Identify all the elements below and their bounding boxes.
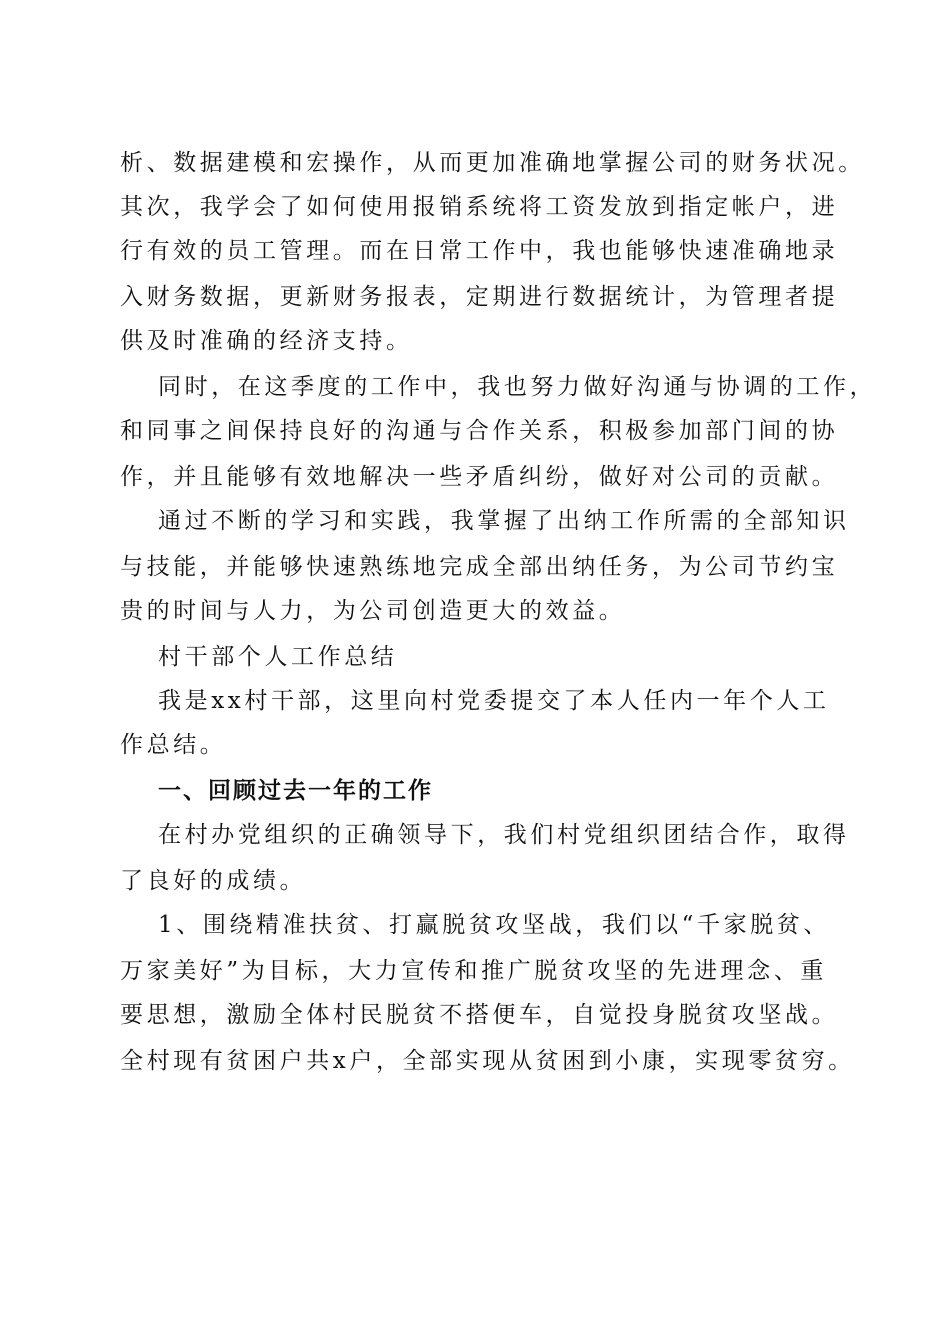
- paragraph-start-line: 在村办党组织的正确领导下，我们村党组织团结合作，取得: [158, 822, 850, 848]
- paragraph-start-line: 通过不断的学习和实践，我掌握了出纳工作所需的全部知识: [158, 508, 850, 534]
- text-line: 作总结。: [120, 732, 227, 758]
- text-line: 和同事之间保持良好的沟通与合作关系，积极参加部门间的协: [120, 418, 839, 444]
- section-title: 村干部个人工作总结: [158, 644, 398, 670]
- text-line: 万家美好”为目标，大力宣传和推广脱贫攻坚的先进理念、重: [120, 958, 827, 984]
- text-line: 全村现有贫困户共x户，全部实现从贫困到小康，实现零贫穷。: [120, 1048, 855, 1074]
- text-line: 作，并且能够有效地解决一些矛盾纠纷，做好对公司的贡献。: [120, 464, 839, 490]
- text-line: 入财务数据，更新财务报表，定期进行数据统计，为管理者提: [120, 284, 839, 310]
- text-line: 了良好的成绩。: [120, 868, 307, 894]
- text-line: 贵的时间与人力，为公司创造更大的效益。: [120, 598, 626, 624]
- paragraph-start-line: 我是xx村干部，这里向村党委提交了本人任内一年个人工: [158, 688, 830, 714]
- text-line: 行有效的员工管理。而在日常工作中，我也能够快速准确地录: [120, 238, 839, 264]
- section-heading: 一、回顾过去一年的工作: [158, 778, 433, 804]
- paragraph-start-line: 1、围绕精准扶贫、打赢脱贫攻坚战，我们以“千家脱贫、: [158, 912, 830, 938]
- text-line: 供及时准确的经济支持。: [120, 328, 413, 354]
- text-line: 要思想，激励全体村民脱贫不搭便车，自觉投身脱贫攻坚战。: [120, 1002, 839, 1028]
- text-line: 析、数据建模和宏操作，从而更加准确地掌握公司的财务状况。: [120, 150, 865, 176]
- text-line: 其次，我学会了如何使用报销系统将工资发放到指定帐户，进: [120, 194, 839, 220]
- paragraph-start-line: 同时，在这季度的工作中，我也努力做好沟通与协调的工作，: [158, 374, 877, 400]
- text-line: 与技能，并能够快速熟练地完成全部出纳任务，为公司节约宝: [120, 554, 839, 580]
